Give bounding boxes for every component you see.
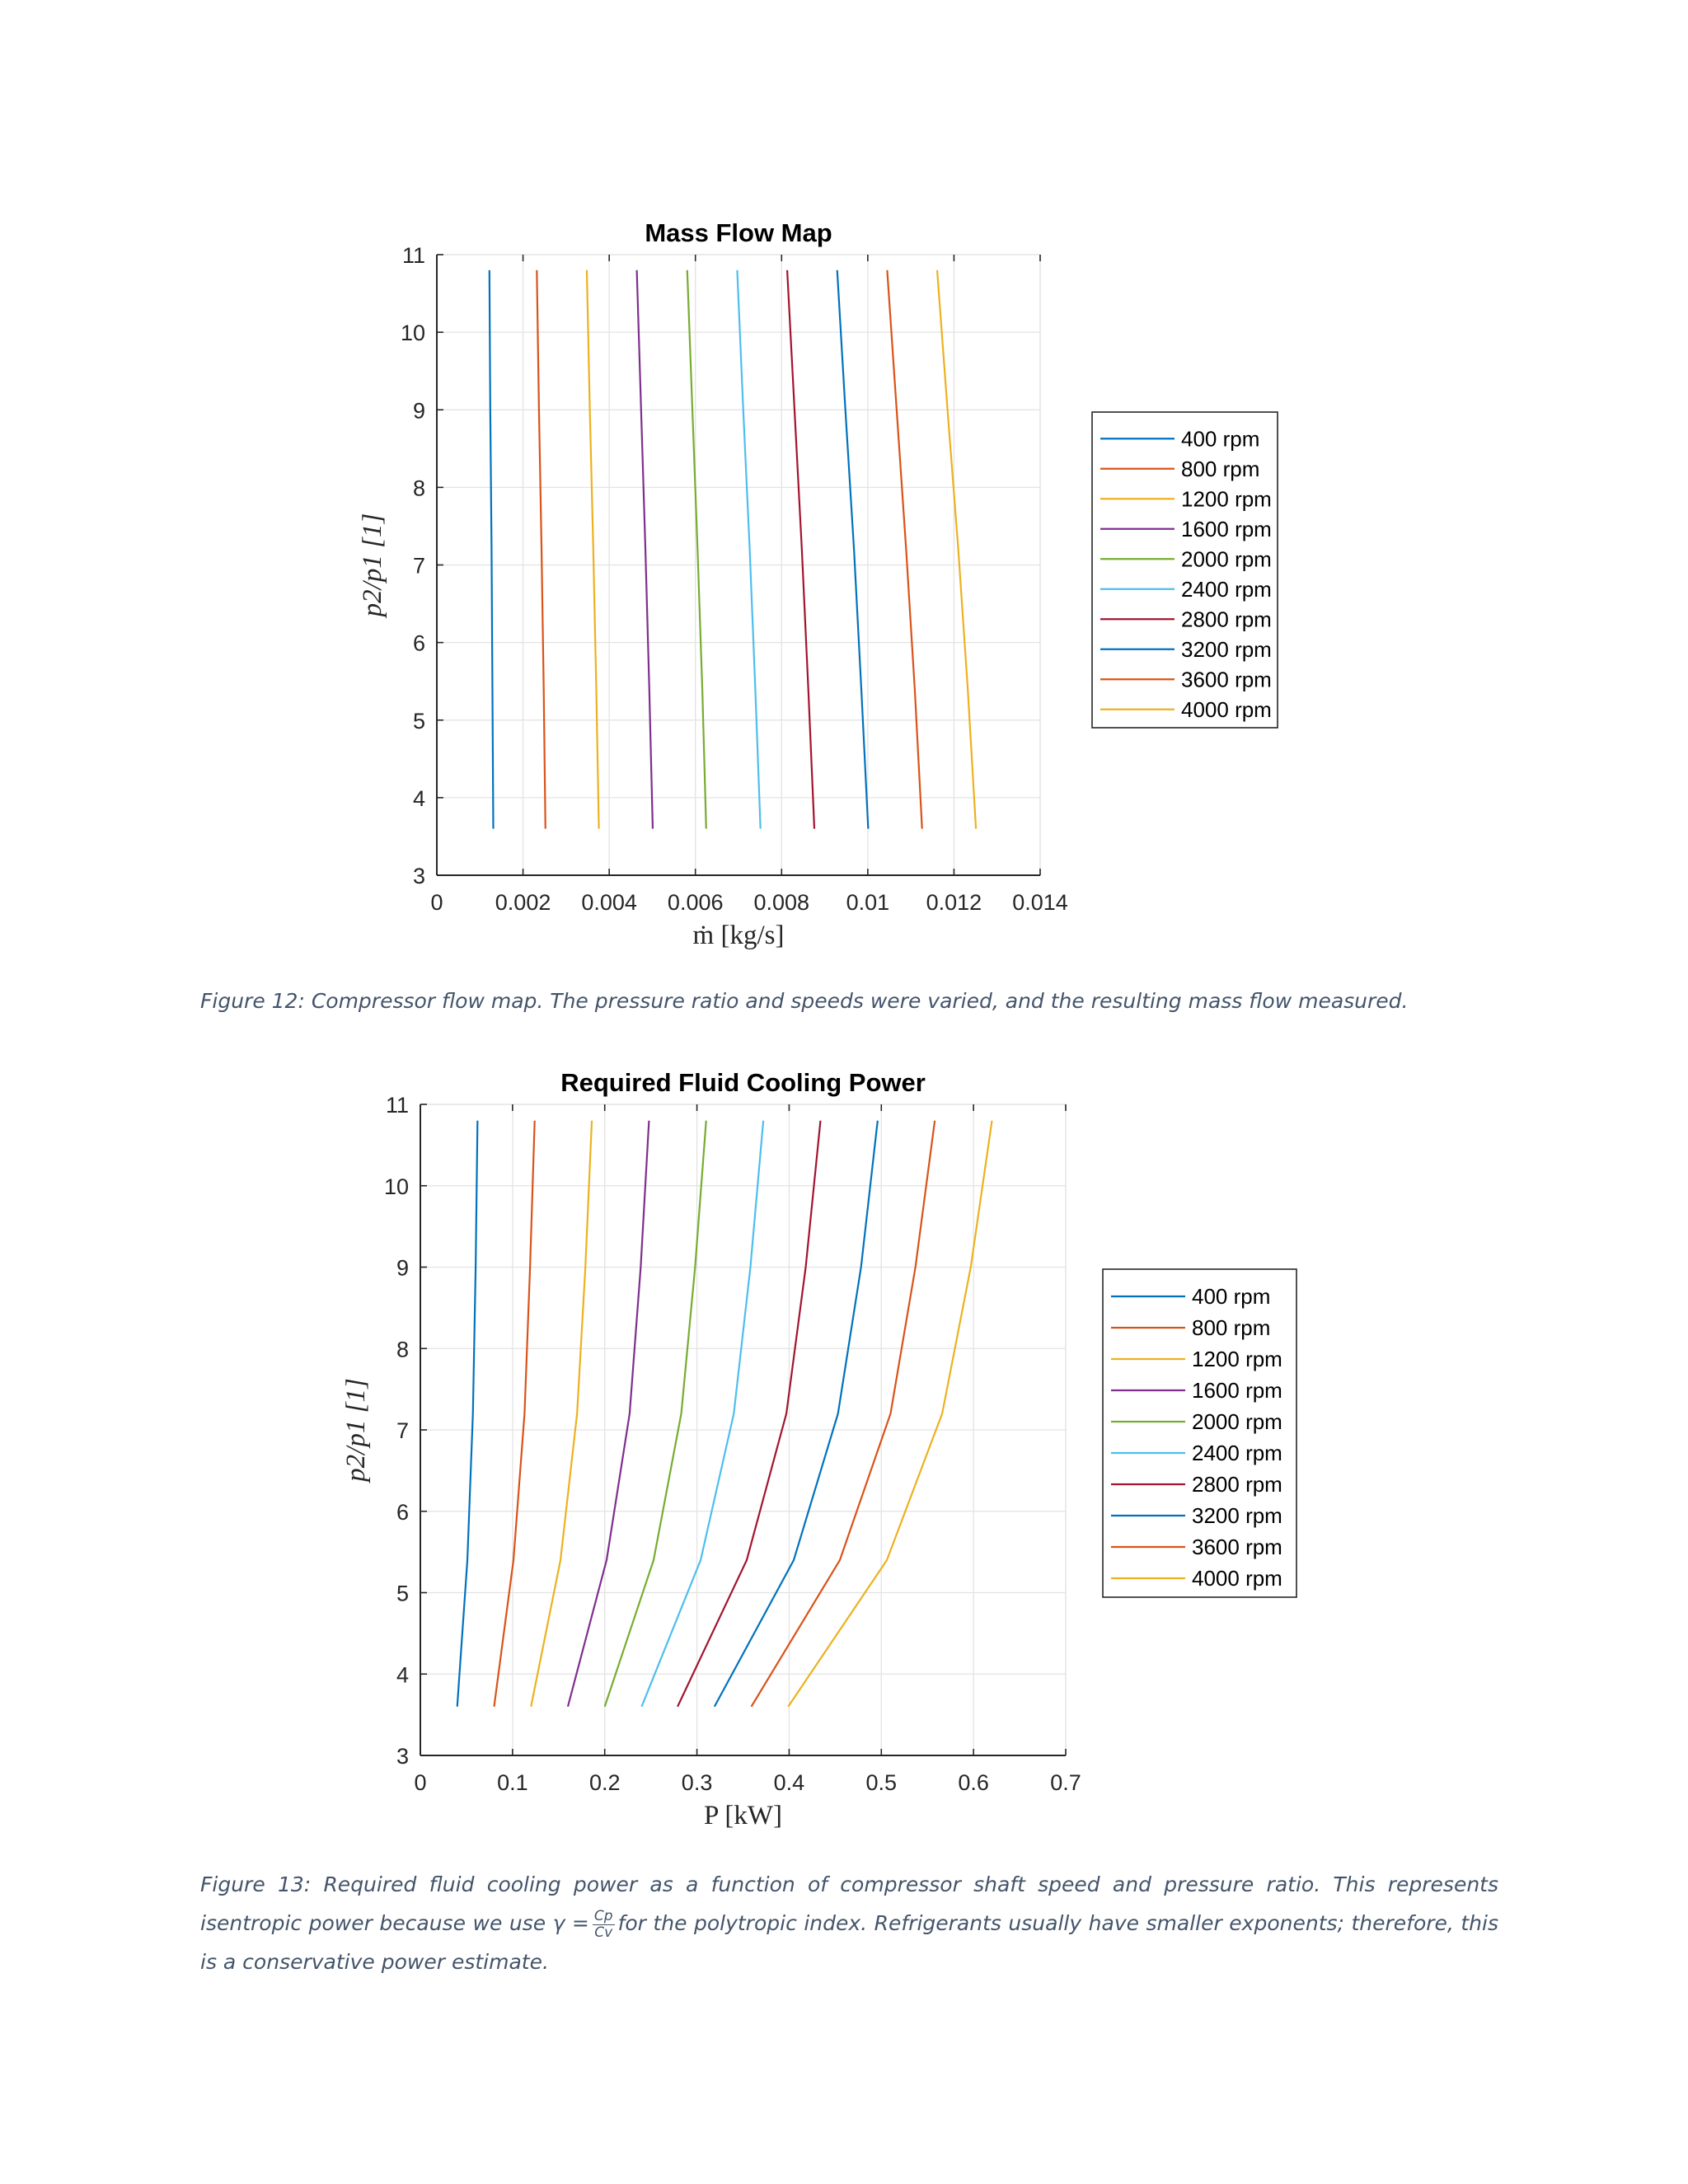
x-tick-label: 0.2	[588, 1770, 621, 1795]
fraction-numerator: Cp	[593, 1907, 613, 1924]
y-axis-label: p2/p1 [1]	[341, 1378, 371, 1482]
legend-label: 800 rpm	[1181, 456, 1260, 481]
y-tick-label: 9	[412, 398, 425, 424]
legend-label: 3600 rpm	[1192, 1535, 1282, 1559]
y-tick-label: 10	[400, 321, 425, 346]
gamma-fraction	[593, 1909, 615, 1941]
y-tick-label: 5	[412, 708, 425, 733]
x-tick-label: 0.6	[958, 1770, 989, 1795]
legend-label: 2400 rpm	[1192, 1441, 1282, 1465]
y-tick-label: 8	[396, 1337, 409, 1362]
legend-label: 3200 rpm	[1192, 1503, 1282, 1528]
legend-label: 2800 rpm	[1192, 1472, 1282, 1497]
legend-label: 2000 rpm	[1181, 546, 1272, 572]
legend-label: 3200 rpm	[1181, 636, 1272, 662]
x-tick-label: 0.012	[926, 890, 982, 915]
y-axis-label: p2/p1 [1]	[358, 513, 387, 617]
legend-label: 800 rpm	[1192, 1315, 1271, 1340]
figure-12-caption: Figure 12: Compressor flow map. The pressure ratio and speeds were varied, and the resulting mass flow measured.	[200, 989, 1409, 1013]
x-axis-label: P [kW]	[703, 1801, 783, 1830]
x-tick-label: 0.7	[1050, 1770, 1081, 1795]
x-tick-label: 0.3	[681, 1770, 713, 1795]
x-tick-label: 0.008	[753, 890, 810, 915]
figure-13-caption	[200, 1865, 1498, 1981]
y-tick-label: 5	[396, 1581, 409, 1606]
chart-title: Required Fluid Cooling Power	[560, 1068, 926, 1097]
y-tick-label: 8	[412, 476, 425, 501]
legend-label: 4000 rpm	[1192, 1566, 1282, 1591]
figure-13-caption-part2: for the polytropic index. Refrigerants usually have smaller exponents; therefore, this is a conservative power estimate.	[200, 1911, 1498, 1974]
legend-label: 2000 rpm	[1192, 1409, 1282, 1434]
legend-label: 2400 rpm	[1181, 576, 1272, 602]
y-tick-label: 7	[396, 1418, 409, 1443]
x-tick-label: 0.1	[497, 1770, 528, 1795]
x-tick-label: 0.004	[581, 890, 637, 915]
y-tick-label: 3	[396, 1744, 409, 1769]
x-tick-label: 0.5	[865, 1770, 898, 1795]
y-tick-label: 7	[412, 553, 425, 579]
x-tick-label: 0.4	[773, 1770, 805, 1795]
y-tick-label: 10	[383, 1174, 409, 1199]
x-tick-label: 0	[414, 1770, 427, 1795]
y-tick-label: 4	[412, 785, 425, 811]
legend-label: 3600 rpm	[1181, 667, 1272, 692]
figure-13-caption-part1: Figure 13: Required fluid cooling power as a function of compressor shaft speed and pressure ratio. This represents isentropic power because we use γ =	[200, 1872, 1498, 1935]
legend-label: 400 rpm	[1181, 426, 1260, 452]
legend-label: 1200 rpm	[1181, 486, 1272, 512]
x-tick-label: 0.01	[846, 890, 890, 915]
y-tick-label: 11	[385, 1093, 409, 1118]
y-tick-label: 11	[401, 243, 425, 268]
y-tick-label: 6	[412, 630, 425, 656]
x-tick-label: 0	[430, 890, 443, 915]
legend-label: 1600 rpm	[1192, 1378, 1282, 1403]
x-tick-label: 0.002	[495, 890, 551, 915]
chart-title: Mass Flow Map	[645, 218, 832, 247]
x-axis-label: ṁ [kg/s]	[692, 921, 785, 950]
y-tick-label: 3	[412, 864, 425, 888]
legend-label: 4000 rpm	[1181, 696, 1272, 722]
x-tick-label: 0.014	[1012, 890, 1068, 915]
y-tick-label: 4	[396, 1662, 409, 1688]
y-tick-label: 6	[396, 1499, 409, 1525]
legend-label: 2800 rpm	[1181, 607, 1272, 632]
y-tick-label: 9	[396, 1255, 409, 1281]
fraction-denominator: Cv	[594, 1924, 613, 1941]
legend-label: 1600 rpm	[1181, 516, 1272, 541]
x-tick-label: 0.006	[667, 890, 724, 915]
legend-label: 400 rpm	[1192, 1284, 1271, 1309]
legend-label: 1200 rpm	[1192, 1347, 1282, 1371]
